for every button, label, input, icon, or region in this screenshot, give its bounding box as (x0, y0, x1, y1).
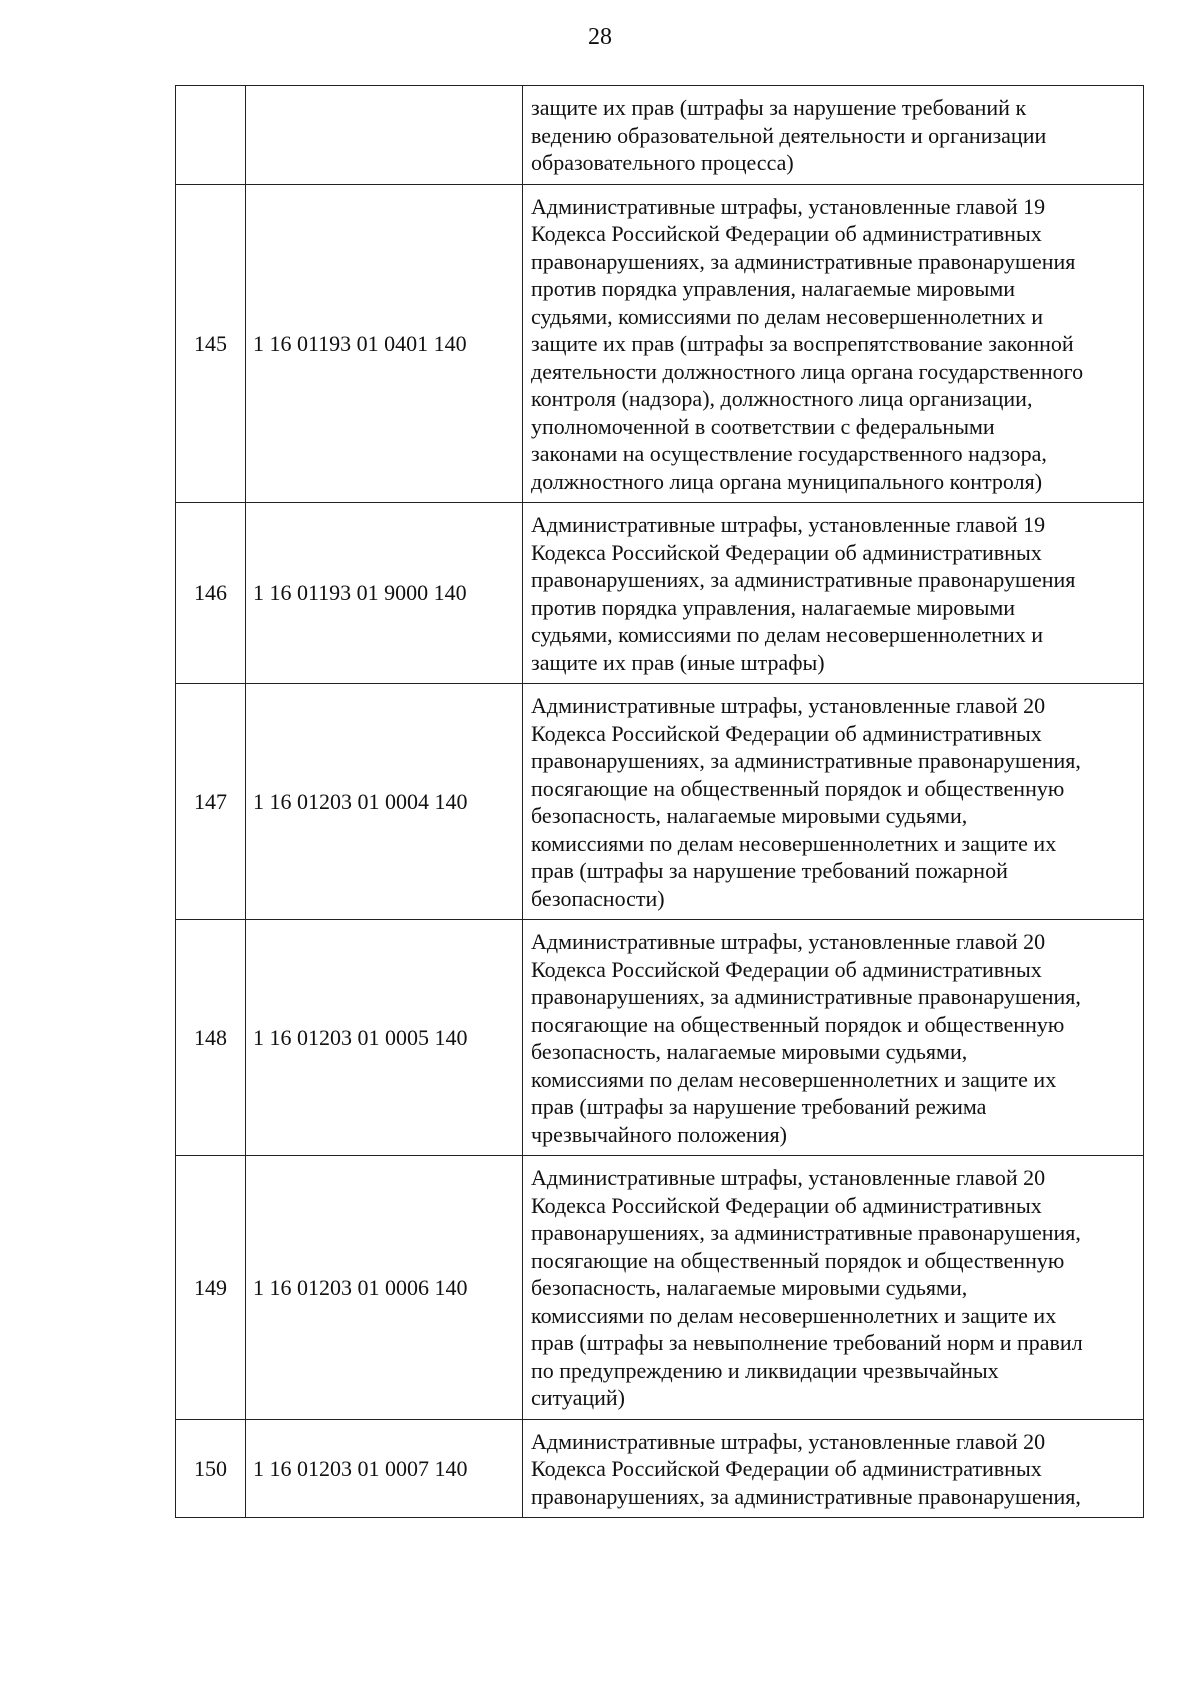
description-line: правонарушениях, за административные правонарушения (531, 567, 1076, 592)
description-line: деятельности должностного лица органа государственного (531, 358, 1084, 384)
row-number-cell (176, 86, 246, 185)
description-line: прав (штрафы за нарушение требований режима (531, 1094, 987, 1119)
description-line: Кодекса Российской Федерации об административных (531, 221, 1042, 246)
description-line: комиссиями по делам несовершеннолетних и защите их (531, 1302, 1057, 1328)
budget-code-cell: 1 16 01203 01 0005 140 (246, 920, 523, 1156)
description-line: защите их прав (иные штрафы) (531, 649, 825, 675)
description-cell (523, 503, 1144, 684)
description-line: Административные штрафы, установленные главой 19 (531, 193, 1046, 219)
description-line: защите их прав (штрафы за воспрепятствование законной (531, 331, 1074, 356)
budget-code-cell: 1 16 01193 01 0401 140 (246, 184, 523, 503)
description-line: ведению образовательной деятельности и организации (531, 122, 1047, 148)
row-number-cell: 146 (176, 503, 246, 684)
page-number: 28 (588, 24, 612, 50)
description-line: правонарушениях, за административные правонарушения, (531, 1483, 1081, 1509)
description-line: образовательного процесса) (531, 150, 794, 175)
description-line: защите их прав (штрафы за нарушение требований к (531, 95, 1027, 120)
description-line: безопасность, налагаемые мировыми судьями, (531, 1039, 968, 1064)
description-line: Кодекса Российской Федерации об административных (531, 1456, 1042, 1481)
description-line: правонарушениях, за административные правонарушения (531, 248, 1076, 274)
description-line: комиссиями по делам несовершеннолетних и защите их (531, 830, 1057, 856)
description-line: безопасности) (531, 885, 665, 911)
description-line: по предупреждению и ликвидации чрезвычайных (531, 1357, 999, 1383)
description-line: против порядка управления, налагаемые мировыми (531, 594, 1016, 620)
table-row (176, 920, 1144, 1156)
description-line: чрезвычайного положения) (531, 1121, 787, 1147)
description-line: Кодекса Российской Федерации об административных (531, 1192, 1042, 1218)
description-line: комиссиями по делам несовершеннолетних и защите их (531, 1066, 1057, 1092)
description-cell (523, 684, 1144, 920)
description-line: законами на осуществление государственного надзора, (531, 441, 1047, 466)
description-line: посягающие на общественный порядок и общественную (531, 1011, 1065, 1037)
description-line: Административные штрафы, установленные главой 20 (531, 1428, 1046, 1454)
description-cell (523, 86, 1144, 185)
description-line: правонарушениях, за административные правонарушения, (531, 748, 1081, 773)
description-line: Административные штрафы, установленные главой 20 (531, 929, 1046, 954)
description-line: должностного лица органа муниципального контроля) (531, 468, 1043, 494)
table-row (176, 1419, 1144, 1518)
table-row (176, 684, 1144, 920)
description-cell (523, 1156, 1144, 1420)
table-row (176, 184, 1144, 503)
description-line: судьями, комиссиями по делам несовершеннолетних и (531, 622, 1044, 647)
description-line: Кодекса Российской Федерации об административных (531, 720, 1042, 746)
description-line: безопасность, налагаемые мировыми судьями, (531, 1275, 968, 1300)
table-row (176, 86, 1144, 185)
description-line: прав (штрафы за невыполнение требований норм и правил (531, 1330, 1083, 1355)
description-line: контроля (надзора), должностного лица организации, (531, 386, 1033, 411)
description-line: прав (штрафы за нарушение требований пожарной (531, 858, 1008, 883)
description-line: ситуаций) (531, 1385, 625, 1410)
budget-code-cell: 1 16 01193 01 9000 140 (246, 503, 523, 684)
description-line: Административные штрафы, установленные главой 20 (531, 693, 1046, 718)
description-line: Административные штрафы, установленные главой 19 (531, 512, 1046, 537)
row-number-cell: 145 (176, 184, 246, 503)
row-number-cell: 150 (176, 1419, 246, 1518)
description-line: посягающие на общественный порядок и общественную (531, 1247, 1065, 1273)
description-line: Кодекса Российской Федерации об административных (531, 956, 1042, 982)
description-line: безопасность, налагаемые мировыми судьями, (531, 803, 968, 828)
table-row (176, 1156, 1144, 1420)
budget-code-cell: 1 16 01203 01 0004 140 (246, 684, 523, 920)
description-line: правонарушениях, за административные правонарушения, (531, 984, 1081, 1009)
row-number-cell: 149 (176, 1156, 246, 1420)
budget-code-cell: 1 16 01203 01 0006 140 (246, 1156, 523, 1420)
description-line: посягающие на общественный порядок и общественную (531, 775, 1065, 801)
budget-code-cell: 1 16 01203 01 0007 140 (246, 1419, 523, 1518)
description-line: уполномоченной в соответствии с федеральными (531, 413, 995, 439)
description-line: Административные штрафы, установленные главой 20 (531, 1165, 1046, 1190)
table-row (176, 503, 1144, 684)
revenue-codes-table (175, 85, 1144, 1518)
row-number-cell: 148 (176, 920, 246, 1156)
description-cell (523, 1419, 1144, 1518)
row-number-cell: 147 (176, 684, 246, 920)
budget-code-cell (246, 86, 523, 185)
description-line: правонарушениях, за административные правонарушения, (531, 1220, 1081, 1245)
description-line: против порядка управления, налагаемые мировыми (531, 276, 1016, 301)
description-line: Кодекса Российской Федерации об административных (531, 539, 1042, 565)
description-cell (523, 184, 1144, 503)
description-line: судьями, комиссиями по делам несовершеннолетних и (531, 303, 1044, 329)
description-cell (523, 920, 1144, 1156)
